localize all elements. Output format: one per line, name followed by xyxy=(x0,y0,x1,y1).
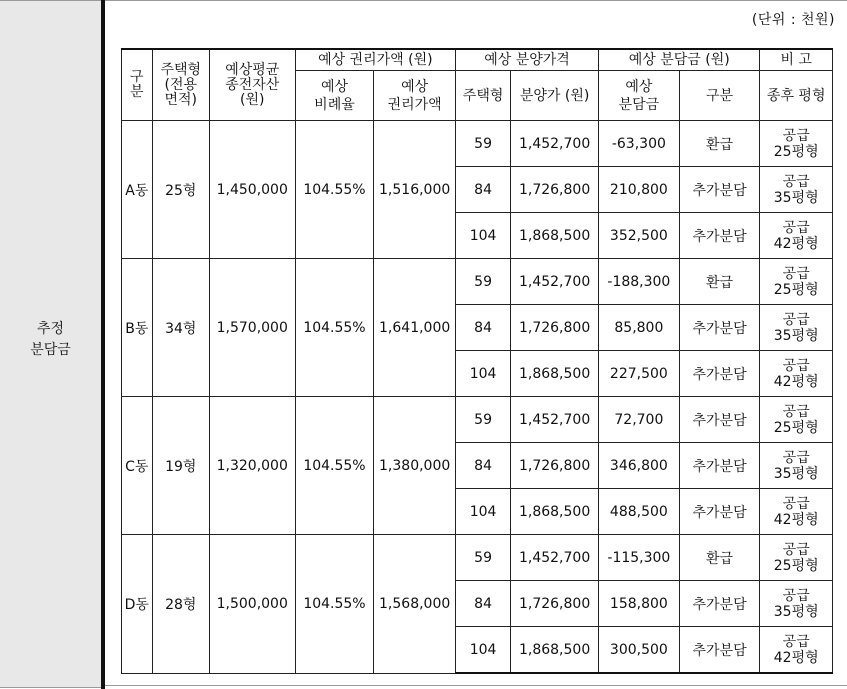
note-line-2: 25평형 xyxy=(773,281,819,298)
cell-contrib-value: 346,800 xyxy=(599,443,680,489)
cell-contrib-value: 488,500 xyxy=(599,489,680,535)
header-asset-line2: 종전자산 xyxy=(225,76,280,93)
cell-sale-price: 1,868,500 xyxy=(511,213,599,259)
header-rights-group: 예상 권리가액 (원) xyxy=(295,49,455,71)
side-category-label xyxy=(0,319,101,361)
cell-note xyxy=(760,535,833,581)
cell-sale-price: 1,868,500 xyxy=(511,627,599,674)
note-line-1: 공급 xyxy=(782,173,810,190)
cell-contrib-value: 210,800 xyxy=(599,167,680,213)
cell-house-type: 25형 xyxy=(152,121,209,259)
cell-sale-price: 1,868,500 xyxy=(511,351,599,397)
note-line-2: 35평형 xyxy=(773,189,819,206)
cell-house-type: 28형 xyxy=(152,535,209,674)
cell-contrib-kind: 추가분담 xyxy=(679,627,760,674)
header-rights-value-line2: 권리가액 xyxy=(387,96,442,113)
header-contrib-value-line2: 분담금 xyxy=(618,96,660,113)
cell-ratio: 104.55% xyxy=(295,121,374,259)
cell-sale-price: 1,726,800 xyxy=(511,167,599,213)
cell-contrib-kind: 환급 xyxy=(679,121,760,167)
cell-contrib-value: -188,300 xyxy=(599,259,680,305)
cell-rights: 1,641,000 xyxy=(374,259,456,397)
note-line-1: 공급 xyxy=(782,219,810,236)
cell-contrib-kind: 추가분담 xyxy=(679,443,760,489)
note-line-1: 공급 xyxy=(782,265,810,282)
side-label-line-2: 분담금 xyxy=(30,342,71,358)
header-gubun-line1: 구 xyxy=(130,69,144,85)
header-rights-value-line1: 예상 xyxy=(401,78,429,95)
cell-asset: 1,570,000 xyxy=(209,259,295,397)
cell-sale-type: 59 xyxy=(456,535,511,581)
header-asset-line3: (원) xyxy=(240,91,265,108)
header-rights-ratio xyxy=(295,71,374,121)
header-contrib-value-line1: 예상 xyxy=(625,78,653,95)
cell-sale-price: 1,726,800 xyxy=(511,443,599,489)
cell-sale-type: 84 xyxy=(456,167,511,213)
header-contrib-group: 예상 분담금 (원) xyxy=(599,49,760,71)
note-line-2: 42평형 xyxy=(773,373,819,390)
table-row xyxy=(122,397,833,443)
cell-house-type: 34형 xyxy=(152,259,209,397)
cell-contrib-kind: 추가분담 xyxy=(679,397,760,443)
note-line-2: 35평형 xyxy=(773,465,819,482)
header-gubun xyxy=(122,49,153,121)
note-line-1: 공급 xyxy=(782,587,810,604)
cell-contrib-kind: 환급 xyxy=(679,259,760,305)
cell-note xyxy=(760,351,833,397)
note-line-2: 35평형 xyxy=(773,327,819,344)
cell-ratio: 104.55% xyxy=(295,397,374,535)
cell-sale-price: 1,452,700 xyxy=(511,535,599,581)
header-contrib-kind: 구분 xyxy=(679,71,760,121)
cell-contrib-kind: 추가분담 xyxy=(679,167,760,213)
cell-asset: 1,320,000 xyxy=(209,397,295,535)
note-line-1: 공급 xyxy=(782,633,810,650)
cell-note xyxy=(760,259,833,305)
cell-contrib-value: 227,500 xyxy=(599,351,680,397)
header-asset xyxy=(209,49,295,121)
cell-house-type: 19형 xyxy=(152,397,209,535)
cell-contrib-value: 72,700 xyxy=(599,397,680,443)
cell-sale-price: 1,452,700 xyxy=(511,397,599,443)
cell-contrib-kind: 환급 xyxy=(679,535,760,581)
cell-note xyxy=(760,627,833,674)
note-line-1: 공급 xyxy=(782,403,810,420)
cell-rights: 1,380,000 xyxy=(374,397,456,535)
cell-contrib-value: 85,800 xyxy=(599,305,680,351)
cell-rights: 1,568,000 xyxy=(374,535,456,674)
header-note-group: 비 고 xyxy=(760,49,833,71)
cell-note xyxy=(760,443,833,489)
cell-contrib-value: 158,800 xyxy=(599,581,680,627)
cell-contrib-kind: 추가분담 xyxy=(679,213,760,259)
note-line-2: 42평형 xyxy=(773,649,819,666)
cell-sale-type: 104 xyxy=(456,627,511,674)
note-line-2: 25평형 xyxy=(773,419,819,436)
cell-note xyxy=(760,121,833,167)
cell-sale-type: 59 xyxy=(456,259,511,305)
header-house-type-line3: 면적) xyxy=(164,91,197,108)
note-line-2: 42평형 xyxy=(773,511,819,528)
header-note-sub: 종후 평형 xyxy=(760,71,833,121)
cell-ratio: 104.55% xyxy=(295,535,374,674)
note-line-1: 공급 xyxy=(782,495,810,512)
note-line-1: 공급 xyxy=(782,127,810,144)
note-line-2: 25평형 xyxy=(773,557,819,574)
cell-sale-type: 59 xyxy=(456,397,511,443)
cell-note xyxy=(760,581,833,627)
cell-dong: D동 xyxy=(122,535,153,674)
table-header xyxy=(122,49,833,121)
cell-contrib-kind: 추가분담 xyxy=(679,489,760,535)
cell-sale-type: 59 xyxy=(456,121,511,167)
cell-sale-type: 84 xyxy=(456,443,511,489)
cell-ratio: 104.55% xyxy=(295,259,374,397)
header-asset-line1: 예상평균 xyxy=(225,61,280,78)
header-house-type-line1: 주택형 xyxy=(160,61,202,78)
note-line-1: 공급 xyxy=(782,311,810,328)
cell-asset: 1,450,000 xyxy=(209,121,295,259)
table-row xyxy=(122,259,833,305)
cell-contrib-kind: 추가분담 xyxy=(679,351,760,397)
cell-contrib-value: -115,300 xyxy=(599,535,680,581)
header-gubun-line2: 분 xyxy=(130,84,144,100)
cell-note xyxy=(760,167,833,213)
cell-sale-price: 1,452,700 xyxy=(511,259,599,305)
cell-contrib-kind: 추가분담 xyxy=(679,581,760,627)
table-row xyxy=(122,121,833,167)
side-label-line-1: 추정 xyxy=(36,321,65,337)
header-sale-price: 분양가 (원) xyxy=(511,71,599,121)
header-contrib-value xyxy=(599,71,680,121)
header-sale-type: 주택형 xyxy=(456,71,511,121)
cell-asset: 1,500,000 xyxy=(209,535,295,674)
cell-sale-price: 1,726,800 xyxy=(511,581,599,627)
contribution-table xyxy=(121,48,833,674)
header-rights-value xyxy=(374,71,456,121)
header-house-type-line2: (전용 xyxy=(164,76,197,93)
cell-sale-price: 1,868,500 xyxy=(511,489,599,535)
cell-sale-type: 104 xyxy=(456,489,511,535)
table-body xyxy=(122,121,833,674)
cell-sale-price: 1,452,700 xyxy=(511,121,599,167)
header-rights-ratio-line1: 예상 xyxy=(320,78,348,95)
cell-contrib-value: 352,500 xyxy=(599,213,680,259)
cell-rights: 1,516,000 xyxy=(374,121,456,259)
cell-note xyxy=(760,305,833,351)
cell-sale-type: 104 xyxy=(456,213,511,259)
note-line-1: 공급 xyxy=(782,357,810,374)
note-line-2: 25평형 xyxy=(773,143,819,160)
cell-sale-type: 84 xyxy=(456,581,511,627)
cell-note xyxy=(760,213,833,259)
cell-contrib-value: 300,500 xyxy=(599,627,680,674)
cell-dong: B동 xyxy=(122,259,153,397)
cell-sale-price: 1,726,800 xyxy=(511,305,599,351)
table-row xyxy=(122,535,833,581)
cell-sale-type: 104 xyxy=(456,351,511,397)
side-category-cell xyxy=(0,0,101,688)
cell-dong: A동 xyxy=(122,121,153,259)
header-rights-ratio-line2: 비례율 xyxy=(314,96,355,113)
note-line-1: 공급 xyxy=(782,541,810,558)
cell-contrib-value: -63,300 xyxy=(599,121,680,167)
header-sale-group: 예상 분양가격 xyxy=(456,49,599,71)
unit-label: (단위 : 천원) xyxy=(751,12,835,28)
note-line-2: 42평형 xyxy=(773,235,819,252)
note-line-2: 35평형 xyxy=(773,603,819,620)
cell-dong: C동 xyxy=(122,397,153,535)
note-line-1: 공급 xyxy=(782,449,810,466)
cell-note xyxy=(760,489,833,535)
header-house-type xyxy=(152,49,209,121)
cell-sale-type: 84 xyxy=(456,305,511,351)
cell-note xyxy=(760,397,833,443)
cell-contrib-kind: 추가분담 xyxy=(679,305,760,351)
